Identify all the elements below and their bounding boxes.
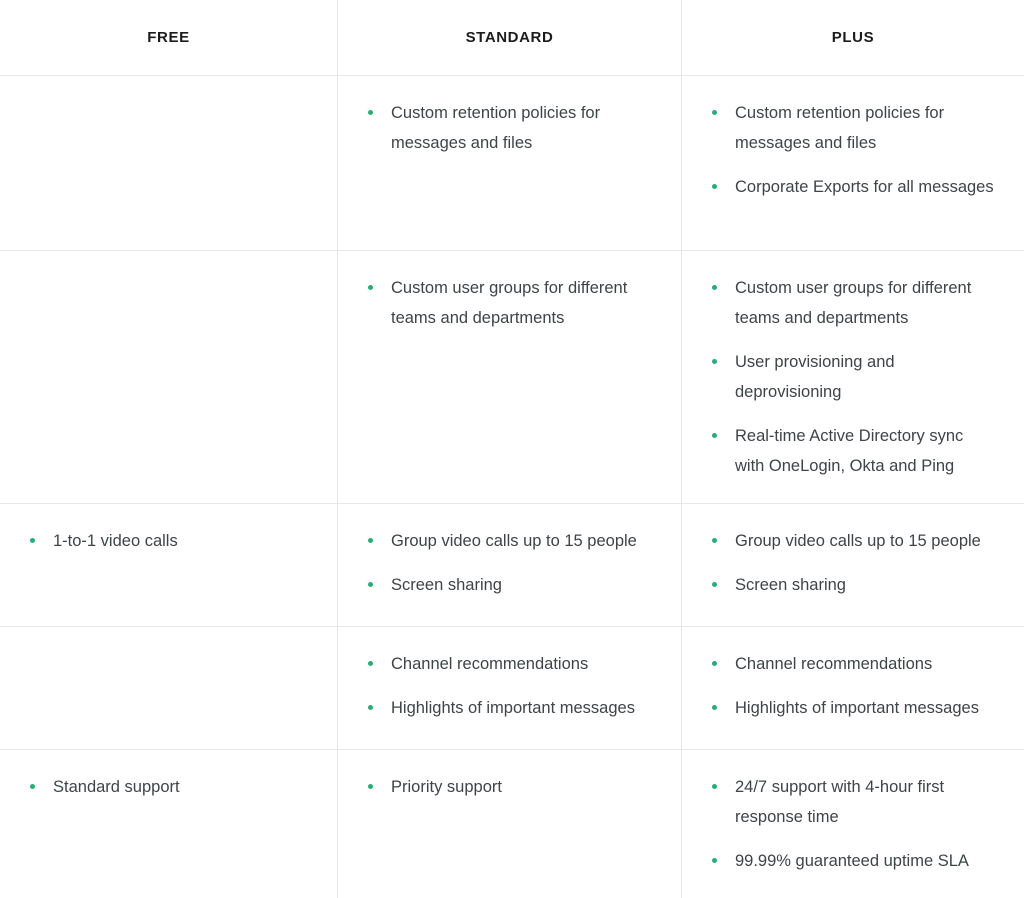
feature-list — [338, 251, 681, 355]
list-item-label: Priority support — [391, 778, 502, 796]
list-item — [712, 526, 996, 556]
bullet-icon — [712, 858, 717, 863]
bullet-icon — [712, 661, 717, 666]
feature-cell-plus — [682, 251, 1024, 503]
column-header-plus-label: PLUS — [831, 29, 875, 46]
column-header-standard — [338, 0, 682, 75]
feature-cell-plus — [682, 627, 1024, 749]
feature-list — [338, 76, 681, 180]
list-item-label: User provisioning and deprovisioning — [735, 353, 895, 401]
list-item — [712, 98, 996, 158]
feature-cell-free — [0, 76, 338, 250]
bullet-icon — [368, 661, 373, 666]
feature-cell-plus — [682, 76, 1024, 250]
column-header-standard-label: STANDARD — [465, 29, 554, 46]
feature-cell-free — [0, 750, 338, 898]
feature-cell-free — [0, 251, 338, 503]
table-row — [0, 504, 1024, 627]
feature-cell-standard — [338, 76, 682, 250]
feature-list — [682, 251, 1024, 503]
feature-cell-standard — [338, 750, 682, 898]
list-item-label: 99.99% guaranteed uptime SLA — [735, 852, 969, 870]
list-item — [30, 772, 309, 802]
list-item — [368, 693, 653, 723]
bullet-icon — [368, 538, 373, 543]
list-item — [712, 772, 996, 832]
list-item — [712, 693, 996, 723]
bullet-icon — [712, 285, 717, 290]
list-item — [368, 570, 653, 600]
feature-list — [682, 504, 1024, 622]
list-item-label: Custom retention policies for messages and files — [391, 104, 601, 152]
list-item-label: 1-to-1 video calls — [53, 532, 178, 550]
table-row — [0, 251, 1024, 504]
list-item-label: Screen sharing — [735, 576, 846, 594]
list-item-label: Real-time Active Directory sync with OneLogin, Okta and Ping — [735, 427, 964, 475]
feature-list — [338, 750, 681, 824]
feature-cell-plus — [682, 750, 1024, 898]
feature-list — [338, 504, 681, 622]
feature-cell-standard — [338, 627, 682, 749]
bullet-icon — [30, 538, 35, 543]
feature-cell-free — [0, 627, 338, 749]
bullet-icon — [368, 110, 373, 115]
feature-cell-standard — [338, 504, 682, 626]
bullet-icon — [368, 705, 373, 710]
list-item — [368, 772, 653, 802]
feature-list — [682, 76, 1024, 224]
list-item-label: Custom user groups for different teams and departments — [735, 279, 972, 327]
table-row — [0, 627, 1024, 750]
list-item-label: Corporate Exports for all messages — [735, 178, 994, 196]
list-item — [368, 273, 653, 333]
list-item — [712, 273, 996, 333]
list-item-label: Screen sharing — [391, 576, 502, 594]
list-item-label: Channel recommendations — [391, 655, 589, 673]
list-item-label: Standard support — [53, 778, 180, 796]
list-item — [368, 649, 653, 679]
table-row — [0, 76, 1024, 251]
feature-list — [0, 504, 337, 578]
feature-list — [338, 627, 681, 745]
bullet-icon — [712, 784, 717, 789]
bullet-icon — [368, 285, 373, 290]
list-item-label: Group video calls up to 15 people — [391, 532, 637, 550]
feature-list — [0, 750, 337, 824]
list-item-label: Group video calls up to 15 people — [735, 532, 981, 550]
list-item-label: Custom user groups for different teams and departments — [391, 279, 628, 327]
bullet-icon — [712, 184, 717, 189]
bullet-icon — [712, 582, 717, 587]
list-item-label: Highlights of important messages — [391, 699, 635, 717]
list-item-label: Highlights of important messages — [735, 699, 979, 717]
list-item — [712, 649, 996, 679]
column-header-free — [0, 0, 338, 75]
list-item — [712, 347, 996, 407]
column-header-free-label: FREE — [147, 29, 190, 46]
bullet-icon — [712, 538, 717, 543]
feature-list — [682, 750, 1024, 898]
feature-cell-standard — [338, 251, 682, 503]
bullet-icon — [712, 705, 717, 710]
list-item — [712, 570, 996, 600]
list-item — [368, 98, 653, 158]
list-item — [368, 526, 653, 556]
list-item — [30, 526, 309, 556]
feature-cell-plus — [682, 504, 1024, 626]
bullet-icon — [712, 433, 717, 438]
column-header-plus — [682, 0, 1024, 75]
bullet-icon — [712, 110, 717, 115]
list-item-label: 24/7 support with 4-hour first response time — [735, 778, 945, 826]
table-row — [0, 750, 1024, 898]
list-item — [712, 172, 996, 202]
list-item-label: Custom retention policies for messages and files — [735, 104, 945, 152]
bullet-icon — [368, 784, 373, 789]
list-item-label: Channel recommendations — [735, 655, 933, 673]
bullet-icon — [368, 582, 373, 587]
bullet-icon — [712, 359, 717, 364]
feature-cell-free — [0, 504, 338, 626]
list-item — [712, 421, 996, 481]
table-header-row — [0, 0, 1024, 76]
bullet-icon — [30, 784, 35, 789]
feature-list — [682, 627, 1024, 745]
list-item — [712, 846, 996, 876]
